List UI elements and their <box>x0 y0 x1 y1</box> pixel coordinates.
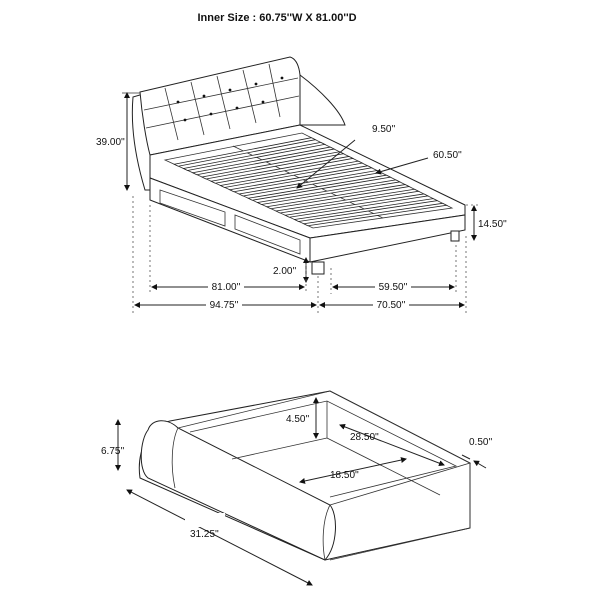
side-height-label: 14.50'' <box>478 219 507 230</box>
drawer-wall-label: 0.50'' <box>469 437 493 448</box>
drawer-inner-length-label: 28.50'' <box>350 432 379 443</box>
drawer-height-label: 6.75'' <box>101 446 125 457</box>
bed-illustration <box>132 57 465 274</box>
bed-height-label: 39.00'' <box>96 137 125 148</box>
dim-inner-width <box>333 280 454 293</box>
drawer-overall-length-label: 31.25'' <box>190 529 219 540</box>
inner-length-label: 81.00'' <box>211 282 241 293</box>
dim-drawer-height <box>101 420 124 470</box>
overall-width-label: 70.50'' <box>376 300 406 311</box>
drawer-inner-height-label: 4.50'' <box>286 414 310 425</box>
slat-gap-label: 9.50'' <box>372 124 396 135</box>
drawer-inner-depth-label: 18.50'' <box>330 470 359 481</box>
dim-overall-width <box>320 298 464 311</box>
dim-slat-width <box>376 150 462 173</box>
dim-clearance <box>273 258 306 282</box>
dim-overall-length <box>135 298 316 311</box>
overall-length-label: 94.75'' <box>209 300 239 311</box>
clearance-label: 2.00'' <box>273 266 297 277</box>
slat-width-label: 60.50'' <box>433 150 462 161</box>
dim-inner-length <box>152 280 304 293</box>
inner-width-label: 59.50'' <box>378 282 408 293</box>
dim-side-height <box>466 205 507 240</box>
inner-size-title: Inner Size : 60.75''W X 81.00''D <box>197 12 357 24</box>
